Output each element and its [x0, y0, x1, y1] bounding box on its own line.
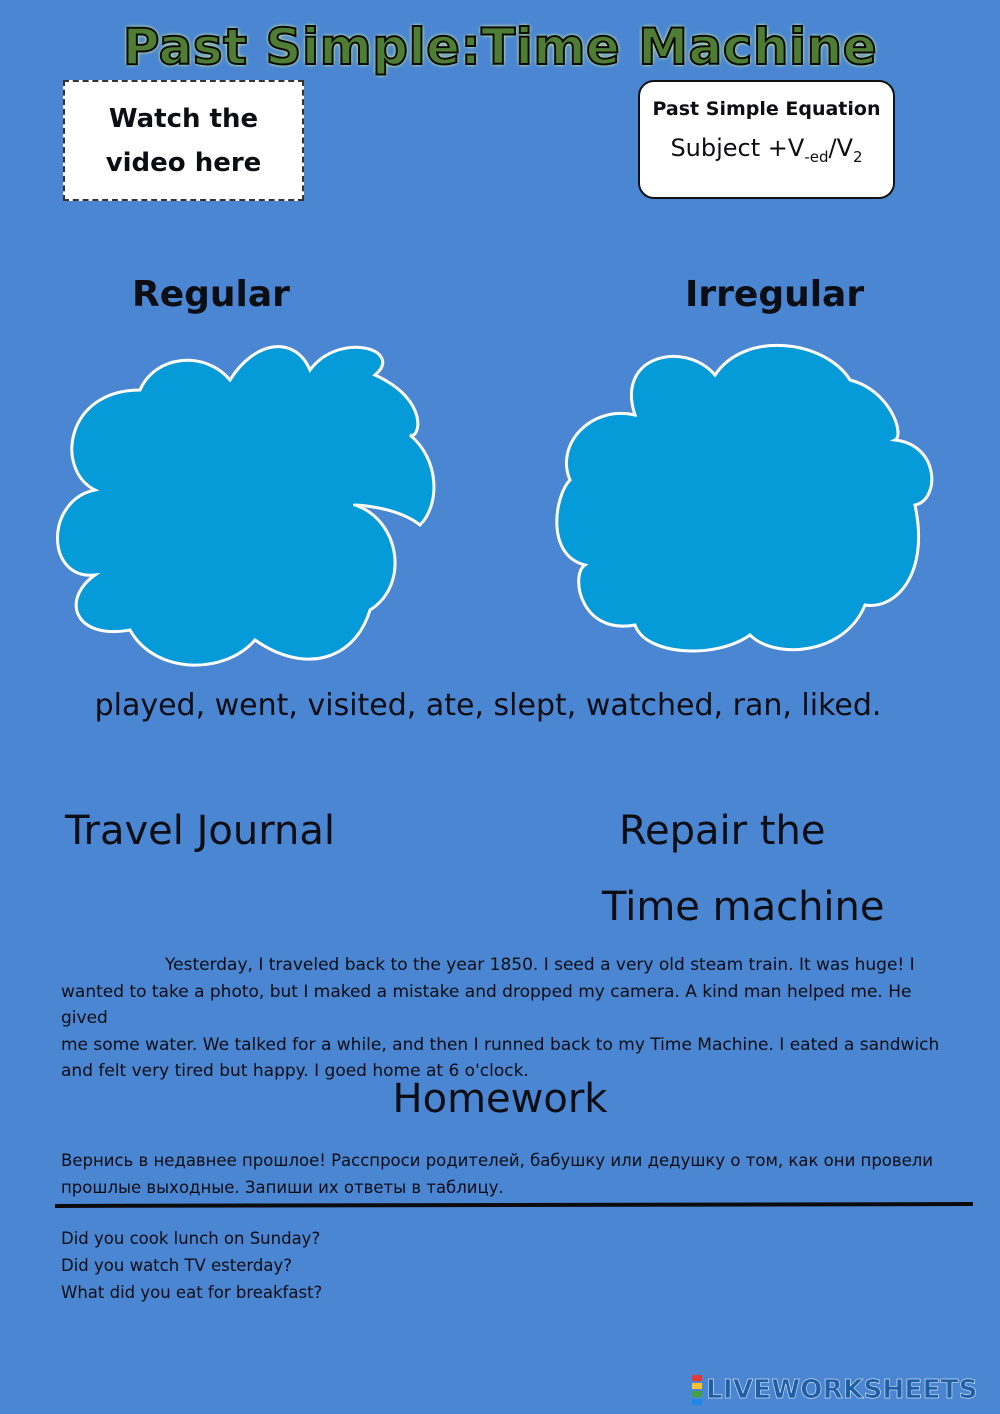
- logo-color-3: [692, 1391, 702, 1397]
- liveworksheets-logo: [692, 1374, 978, 1406]
- story-line: and felt very tired but happy. I goed home at 6 o'clock.: [61, 1061, 529, 1081]
- instruction-line: Вернись в недавнее прошлое! Расспроси родителей, бабушку или дедушку о том, как они провели: [61, 1151, 934, 1170]
- formula-sub-2: 2: [853, 147, 863, 166]
- divider-line: [55, 1202, 973, 1208]
- formula-sub-ed: -ed: [804, 147, 829, 166]
- irregular-drop-zone-cloud[interactable]: [555, 335, 935, 665]
- question-item: Did you cook lunch on Sunday?: [61, 1229, 321, 1248]
- homework-heading: Homework: [392, 1076, 608, 1122]
- question-item: What did you eat for breakfast?: [61, 1283, 323, 1302]
- word-bank: played, went, visited, ate, slept, watched, ran, liked.: [94, 688, 882, 723]
- travel-journal-text: [61, 952, 941, 1085]
- logo-text: LIVEWORKSHEETS: [706, 1375, 978, 1405]
- page-title: Past Simple:Time Machine: [122, 18, 878, 76]
- video-link-line2: video here: [105, 147, 262, 178]
- logo-mark-icon: [692, 1374, 702, 1406]
- homework-instruction: [61, 1148, 941, 1201]
- question-item: Did you watch TV esterday?: [61, 1256, 292, 1275]
- instruction-line: прошлые выходные. Запиши их ответы в таблицу.: [61, 1177, 504, 1197]
- equation-box: [638, 80, 895, 199]
- repair-heading-line1: Repair the: [619, 808, 826, 854]
- regular-heading: Regular: [132, 274, 290, 315]
- formula-main: Subject +V: [670, 134, 805, 162]
- equation-title: Past Simple Equation: [652, 98, 881, 120]
- formula-slash: /V: [828, 134, 853, 162]
- story-line: wanted to take a photo, but I maked a mistake and dropped my camera. A kind man helped me. He gived: [61, 981, 912, 1028]
- irregular-heading: Irregular: [685, 274, 865, 315]
- story-line: Yesterday, I traveled back to the year 1850. I seed a very old steam train. It was huge! I: [165, 955, 915, 975]
- logo-color-2: [692, 1383, 702, 1389]
- homework-questions: [61, 1225, 322, 1306]
- watch-video-link[interactable]: [63, 80, 304, 201]
- video-link-line1: Watch the: [108, 103, 259, 134]
- travel-journal-heading: Travel Journal: [65, 808, 335, 854]
- story-line: me some water. We talked for a while, and then I runned back to my Time Machine. I eated a sandwich: [61, 1034, 940, 1055]
- equation-formula: [640, 134, 893, 166]
- logo-color-1: [692, 1375, 702, 1381]
- regular-drop-zone-cloud[interactable]: [45, 330, 440, 675]
- logo-color-4: [692, 1399, 702, 1405]
- repair-heading-line2: Time machine: [602, 884, 885, 930]
